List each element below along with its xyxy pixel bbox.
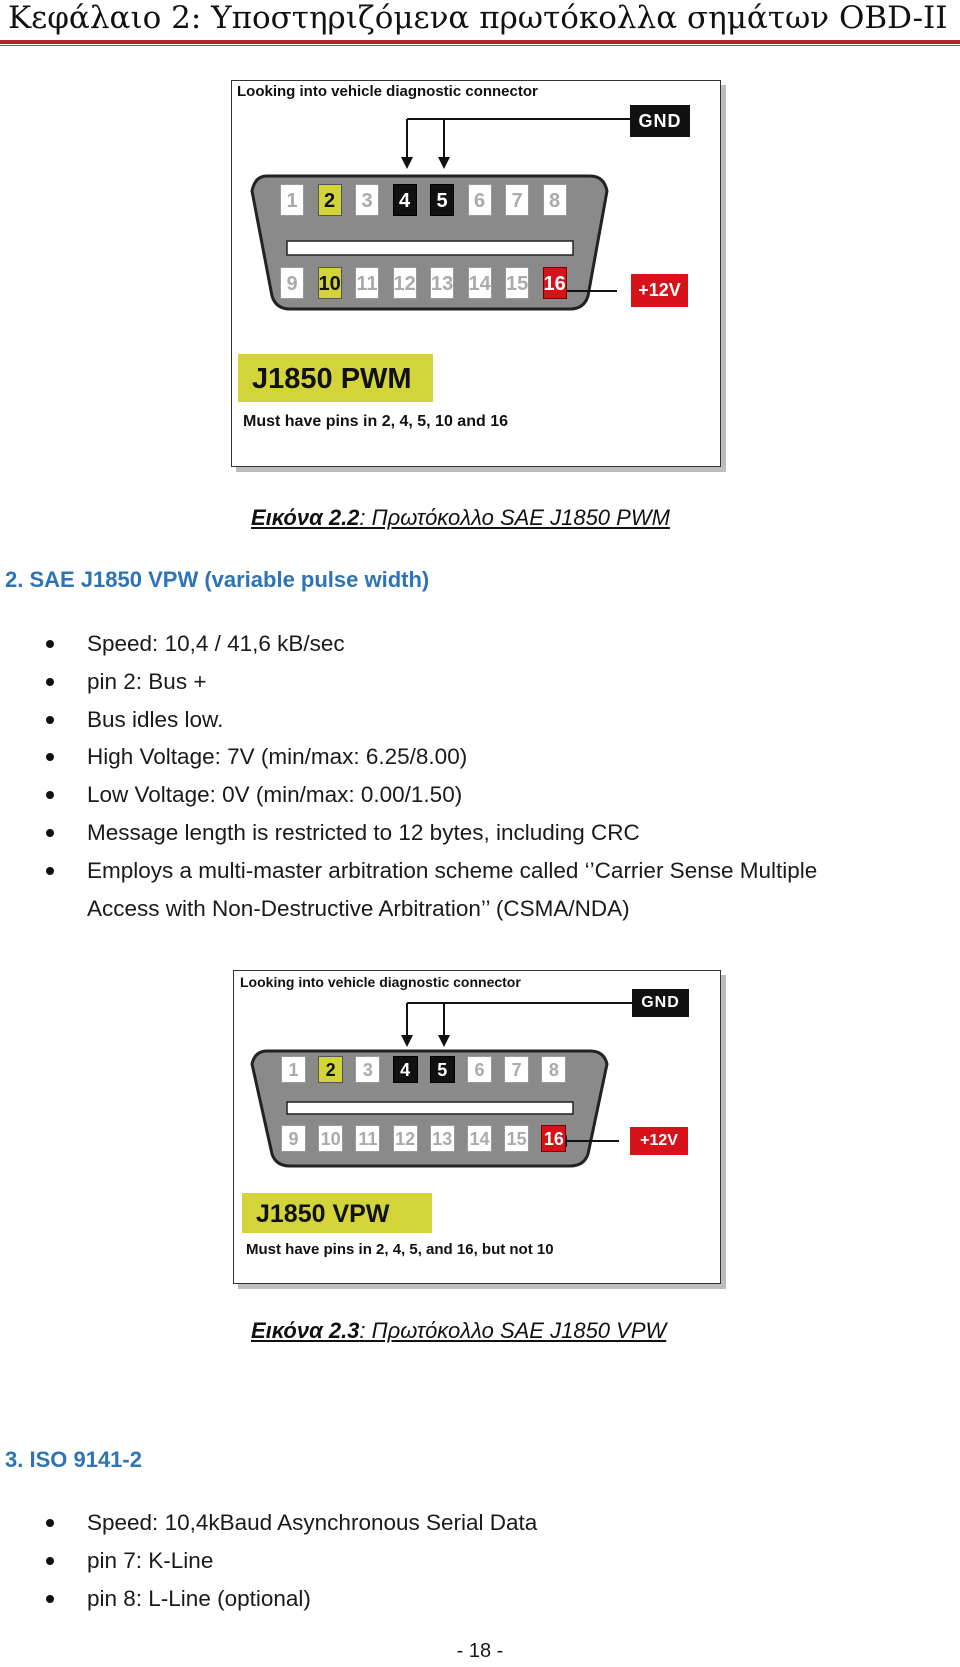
- pin-3: 3: [355, 1056, 380, 1083]
- caption-text: : Πρωτόκολλο SAE J1850 VPW: [359, 1318, 667, 1343]
- pin-1: 1: [281, 1056, 306, 1083]
- gnd-label: GND: [632, 989, 689, 1017]
- caption-prefix: Εικόνα 2.2: [251, 505, 360, 530]
- pin-7: 7: [505, 184, 529, 216]
- plus12v-label: +12V: [630, 1127, 688, 1155]
- pin-6: 6: [468, 184, 492, 216]
- pin-13: 13: [430, 1125, 455, 1152]
- pin-3: 3: [355, 184, 379, 216]
- list-item: High Voltage: 7V (min/max: 6.25/8.00): [0, 738, 817, 776]
- section-title-iso-9141: 3. ISO 9141-2: [5, 1447, 142, 1472]
- pin-9: 9: [281, 1125, 306, 1152]
- plus12v-label: +12V: [631, 274, 688, 307]
- pin-16: 16: [541, 1125, 566, 1152]
- pin-9: 9: [280, 267, 304, 299]
- vpw-bullet-list: [0, 625, 817, 927]
- protocol-name: J1850 VPW: [242, 1193, 432, 1233]
- pin-6: 6: [467, 1056, 492, 1083]
- pin-10: 10: [318, 1125, 343, 1152]
- pin-1: 1: [280, 184, 304, 216]
- caption-prefix: Εικόνα 2.3: [251, 1318, 360, 1343]
- pin-5: 5: [430, 184, 454, 216]
- pin-2: 2: [318, 1056, 343, 1083]
- pin-2: 2: [318, 184, 342, 216]
- chapter-title: Κεφάλαιο 2: Υποστηριζόμενα πρωτόκολλα σημάτων OBD-II: [8, 0, 948, 36]
- protocol-name: J1850 PWM: [238, 354, 433, 402]
- figure-j1850-pwm: [231, 80, 721, 467]
- required-pins-note: Must have pins in 2, 4, 5, 10 and 16: [243, 413, 508, 430]
- pin-7: 7: [504, 1056, 529, 1083]
- list-item: Speed: 10,4kBaud Asynchronous Serial Data: [0, 1504, 537, 1542]
- pin-8: 8: [541, 1056, 566, 1083]
- required-pins-note: Must have pins in 2, 4, 5, and 16, but not 10: [246, 1241, 554, 1258]
- diagram-caption-top: Looking into vehicle diagnostic connector: [240, 974, 521, 990]
- connector-slot: [287, 241, 573, 255]
- iso-bullet-list: [0, 1504, 537, 1617]
- figure-j1850-vpw: [233, 970, 721, 1284]
- list-item: Employs a multi-master arbitration scheme called ‘’Carrier Sense Multiple: [0, 852, 817, 890]
- pin-11: 11: [355, 1125, 380, 1152]
- diagram-caption-top: Looking into vehicle diagnostic connector: [237, 83, 538, 100]
- list-item-continuation: Access with Non-Destructive Arbitration’’ (CSMA/NDA): [87, 895, 630, 921]
- pin-12: 12: [393, 267, 417, 299]
- pin-12: 12: [393, 1125, 418, 1152]
- pin-4: 4: [393, 1056, 418, 1083]
- list-item: pin 8: L-Line (optional): [0, 1580, 537, 1618]
- pin-15: 15: [504, 1125, 529, 1152]
- gnd-label: GND: [630, 105, 690, 137]
- pin-8: 8: [543, 184, 567, 216]
- list-item: pin 7: K-Line: [0, 1542, 537, 1580]
- pin-14: 14: [467, 1125, 492, 1152]
- list-item: Low Voltage: 0V (min/max: 0.00/1.50): [0, 776, 817, 814]
- caption-text: : Πρωτόκολλο SAE J1850 PWM: [359, 505, 670, 530]
- pin-14: 14: [468, 267, 492, 299]
- section-title-j1850-vpw: 2. SAE J1850 VPW (variable pulse width): [5, 567, 430, 592]
- list-item: Speed: 10,4 / 41,6 kB/sec: [0, 625, 817, 663]
- figure-caption-2-2: [251, 505, 670, 531]
- pin-15: 15: [505, 267, 529, 299]
- page-number: - 18 -: [456, 1640, 504, 1662]
- pin-11: 11: [355, 267, 379, 299]
- list-item: pin 2: Bus +: [0, 663, 817, 701]
- list-item: Bus idles low.: [0, 701, 817, 739]
- pin-5: 5: [430, 1056, 455, 1083]
- list-item: Message length is restricted to 12 bytes, including CRC: [0, 814, 817, 852]
- pin-10: 10: [318, 267, 342, 299]
- connector-slot: [287, 1102, 573, 1114]
- pin-4: 4: [393, 184, 417, 216]
- pin-13: 13: [430, 267, 454, 299]
- header-rule: [0, 40, 960, 44]
- header-rule-thin: [0, 45, 960, 46]
- pin-16: 16: [543, 267, 567, 299]
- figure-caption-2-3: [251, 1318, 666, 1344]
